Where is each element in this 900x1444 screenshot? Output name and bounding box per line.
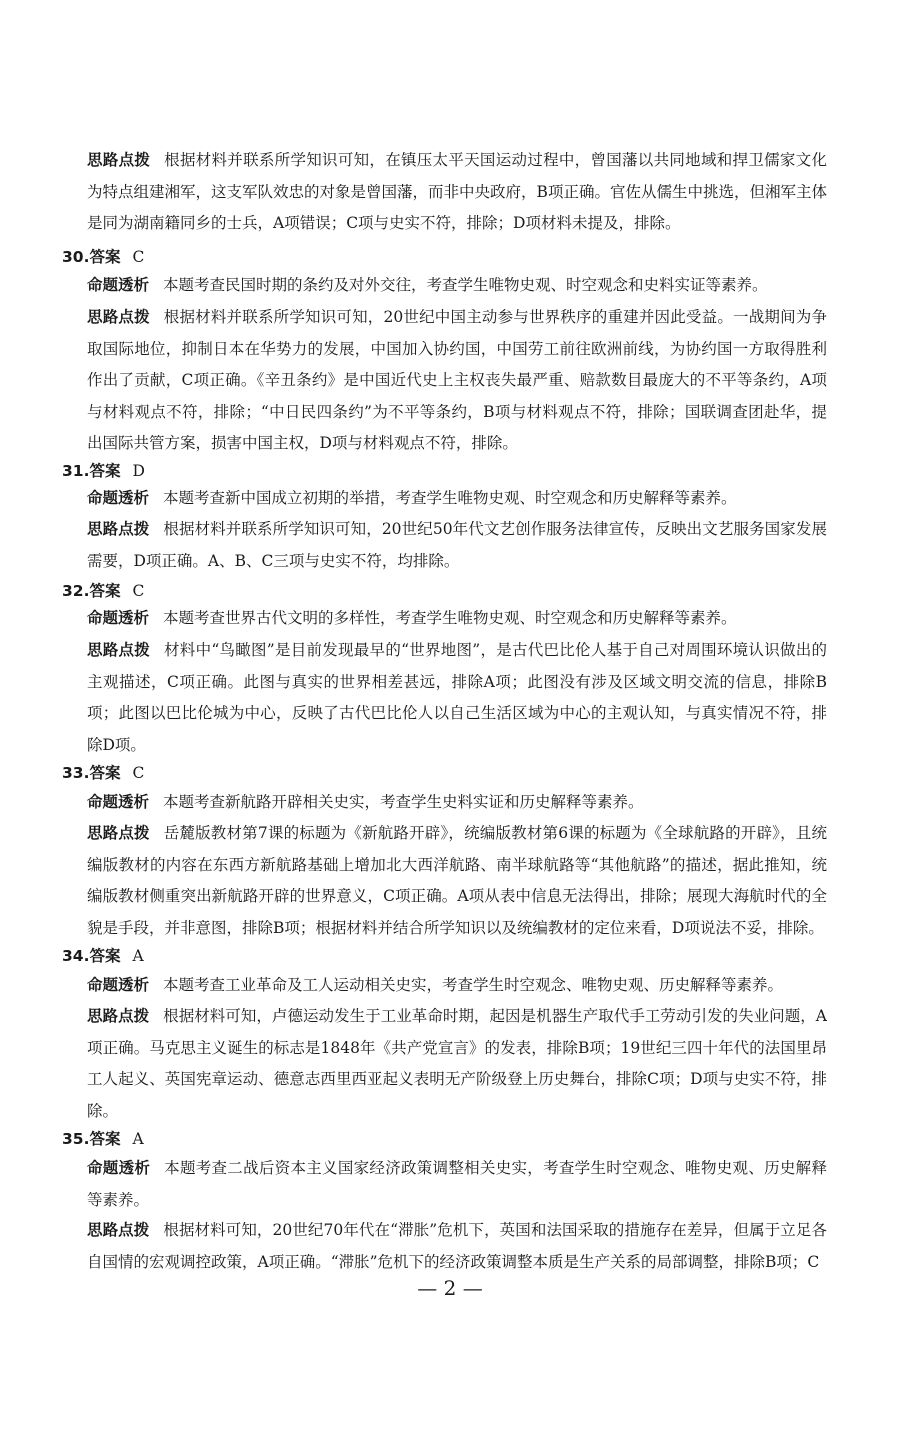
tips-label: 思路点拨 — [87, 641, 151, 659]
analysis-label: 命题透析 — [87, 1159, 151, 1177]
analysis-paragraph-33 — [87, 787, 827, 819]
analysis-label: 命题透析 — [87, 976, 150, 994]
tips-label: 思路点拨 — [87, 151, 151, 169]
answer-line-35 — [62, 1127, 144, 1151]
analysis-label: 命题透析 — [87, 609, 150, 627]
question-number: 35. — [62, 1130, 90, 1148]
answer-line-31 — [62, 459, 145, 483]
analysis-paragraph-30 — [87, 270, 827, 302]
answer-label: 答案 — [89, 1130, 121, 1148]
tips-paragraph-35 — [87, 1215, 827, 1278]
tips-paragraph-30 — [87, 302, 827, 460]
tips-label: 思路点拨 — [87, 308, 150, 326]
answer-label: 答案 — [89, 947, 121, 965]
answer-value: A — [132, 1130, 144, 1148]
tips-text: 岳麓版教材第7课的标题为《新航路开辟》，统编版教材第6课的标题为《全球航路的开辟》，且统编版教材的内容在东西方新航路基础上增加北大西洋航路、南半球航路等“其他航路”的描述，据此推知，统编版教材侧重突出新航路开辟的世界意义，C项正确。A项从表中信息无法得出，排除；展现大海航时代的全貌是手段，并非意图，排除B项；根据材料并结合所学知识以及统编教材的定位来看，D项说法不妥，排除。 — [87, 824, 827, 937]
question-number: 33. — [62, 764, 90, 782]
tips-paragraph-34 — [87, 1001, 827, 1127]
question-number: 34. — [62, 947, 90, 965]
answer-value: A — [132, 947, 144, 965]
answer-value: D — [132, 462, 145, 480]
question-number: 30. — [62, 248, 90, 266]
answer-value: C — [132, 764, 145, 782]
analysis-paragraph-35 — [87, 1153, 827, 1216]
tips-label: 思路点拨 — [87, 824, 150, 842]
analysis-paragraph-32 — [87, 603, 827, 635]
answer-line-32 — [62, 579, 144, 603]
answer-label: 答案 — [89, 248, 121, 266]
answer-line-34 — [62, 944, 144, 968]
analysis-label: 命题透析 — [87, 276, 150, 294]
tips-label: 思路点拨 — [87, 1007, 150, 1025]
tips-text: 根据材料可知，卢德运动发生于工业革命时期，起因是机器生产取代手工劳动引发的失业问题，A项正确。马克思主义诞生的标志是1848年《共产党宣言》的发表，排除B项；19世纪三四十年代的法国里昂工人起义、英国宪章运动、德意志西里西亚起义表明无产阶级登上历史舞台，排除C项；D项与史实不符，排除。 — [87, 1007, 827, 1120]
tips-text: 根据材料可知，20世纪70年代在“滞胀”危机下，英国和法国采取的措施存在差异，但属于立足各自国情的宏观调控政策，A项正确。“滞胀”危机下的经济政策调整本质是生产关系的局部调整，排除B项；C — [87, 1221, 827, 1271]
tips-paragraph-31 — [87, 514, 827, 577]
tips-text: 根据材料并联系所学知识可知，在镇压太平天国运动过程中，曾国藩以共同地域和捍卫儒家文化为特点组建湘军，这支军队效忠的对象是曾国藩，而非中央政府，B项正确。官佐从儒生中挑选，但湘军主体是同为湖南籍同乡的士兵，A项错误；C项与史实不符，排除；D项材料未提及，排除。 — [87, 151, 827, 232]
question-number: 32. — [62, 582, 90, 600]
answer-label: 答案 — [89, 764, 121, 782]
answer-value: C — [132, 582, 145, 600]
tips-text: 根据材料并联系所学知识可知，20世纪50年代文艺创作服务法律宣传，反映出文艺服务国家发展需要，D项正确。A、B、C三项与史实不符，均排除。 — [87, 520, 827, 570]
tips-label: 思路点拨 — [87, 520, 150, 538]
tips-label: 思路点拨 — [87, 1221, 150, 1239]
analysis-label: 命题透析 — [87, 793, 150, 811]
analysis-paragraph-34 — [87, 970, 827, 1002]
analysis-text: 本题考查新中国成立初期的举措，考查学生唯物史观、时空观念和历史解释等素养。 — [163, 489, 737, 507]
analysis-text: 本题考查工业革命及工人运动相关史实，考查学生时空观念、唯物史观、历史解释等素养。 — [163, 976, 784, 994]
answer-label: 答案 — [89, 462, 121, 480]
page-number: — 2 — — [417, 1276, 483, 1300]
answer-line-30 — [62, 245, 144, 269]
analysis-text: 本题考查二战后资本主义国家经济政策调整相关史实，考查学生时空观念、唯物史观、历史解释等素养。 — [87, 1159, 827, 1209]
analysis-text: 本题考查新航路开辟相关史实，考查学生史料实证和历史解释等素养。 — [163, 793, 644, 811]
intro-tips-paragraph — [87, 145, 827, 240]
analysis-text: 本题考查世界古代文明的多样性，考查学生唯物史观、时空观念和历史解释等素养。 — [163, 609, 737, 627]
analysis-text: 本题考查民国时期的条约及对外交往，考查学生唯物史观、时空观念和史料实证等素养。 — [163, 276, 768, 294]
tips-paragraph-32 — [87, 635, 827, 761]
answer-line-33 — [62, 761, 144, 785]
answer-label: 答案 — [89, 582, 121, 600]
analysis-label: 命题透析 — [87, 489, 150, 507]
analysis-paragraph-31 — [87, 483, 827, 515]
question-number: 31. — [62, 462, 90, 480]
tips-paragraph-33 — [87, 818, 827, 944]
tips-text: 根据材料并联系所学知识可知，20世纪中国主动参与世界秩序的重建并因此受益。一战期间为争取国际地位，抑制日本在华势力的发展，中国加入协约国，中国劳工前往欧洲前线，为协约国一方取得胜利作出了贡献，C项正确。《辛丑条约》是中国近代史上主权丧失最严重、赔款数目最庞大的不平等条约，A项与材料观点不符，排除；“中日民四条约”为不平等条约，B项与材料观点不符，排除；国联调查团赴华，提出国际共管方案，损害中国主权，D项与材料观点不符，排除。 — [87, 308, 827, 452]
tips-text: 材料中“鸟瞰图”是目前发现最早的“世界地图”，是古代巴比伦人基于自己对周围环境认识做出的主观描述，C项正确。此图与真实的世界相差甚远，排除A项；此图没有涉及区域文明交流的信息，排除B项；此图以巴比伦城为中心，反映了古代巴比伦人以自己生活区域为中心的主观认知，与真实情况不符，排除D项。 — [87, 641, 827, 754]
answer-value: C — [132, 248, 145, 266]
